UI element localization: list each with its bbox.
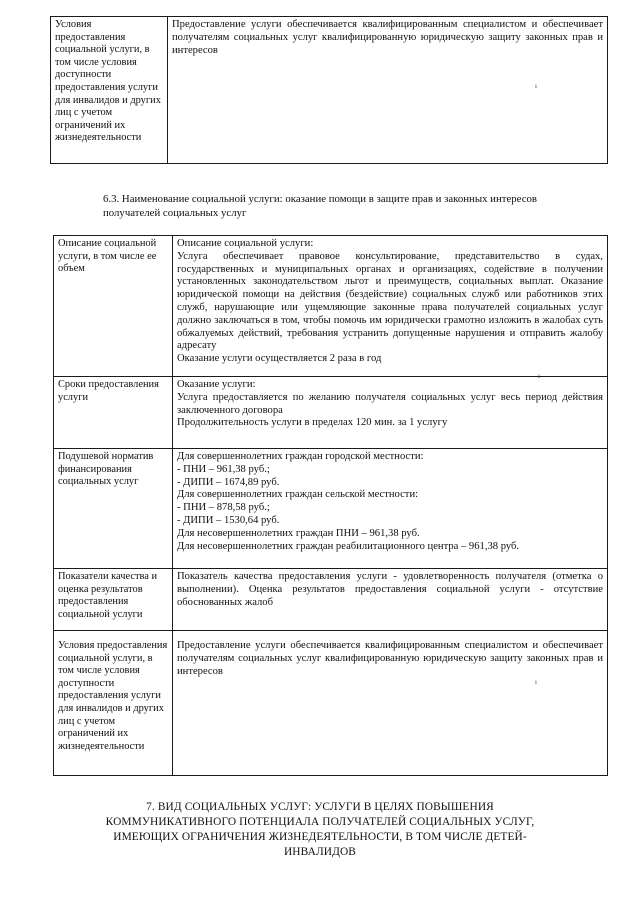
top-conditions-table [50,16,608,164]
financing-line: - ПНИ – 878,58 руб.; [177,502,270,514]
terms-value [173,377,608,449]
conditions-value [173,631,608,776]
table-row [54,631,608,776]
financing-value [173,449,608,569]
terms-label: Сроки предоставления услуги [54,377,173,449]
financing-line: Для совершеннолетних граждан городской местности: [177,451,424,462]
terms-line: Услуга предоставляется по желанию получателя социальных услуг весь период действия заключенного договора [177,391,603,416]
scan-speck: ı [535,82,537,90]
quality-label: Показатели качества и оценка результатов предоставления социальной услуги [54,569,173,631]
section-6-3-heading: 6.3. Наименование социальной услуги: оказание помощи в защите прав и законных интересов получателей социальных услуг [103,193,537,219]
table-row [54,236,608,377]
conditions-label: Условия предоставления социальной услуги, в том числе условия доступности предоставления услуги для инвалидов и других лиц с учетом ограничений их жизнедеятельности [54,631,173,776]
terms-line: Оказание услуги: [177,379,256,390]
financing-line: - ДИПИ – 1674,89 руб. [177,476,280,488]
description-line: Описание социальной услуги: [177,238,314,249]
description-line: Оказание услуги осуществляется 2 раза в год [177,353,382,365]
financing-line: Для совершеннолетних граждан сельской местности: [177,489,419,501]
table-row [54,377,608,449]
description-label: Описание социальной услуги, в том числе ее объем [54,236,173,377]
financing-line: - ДИПИ – 1530,64 руб. [177,514,280,526]
table-row [54,449,608,569]
description-value [173,236,608,377]
conditions-value: Предоставление услуги обеспечивается квалифицированным специалистом и обеспечивает получателям социальных услуг квалифицированную юридическую защиту законных прав и интересов [168,17,608,164]
terms-line: Продолжительность услуги в пределах 120 мин. за 1 услугу [177,417,448,429]
financing-label: Подушевой норматив финансирования социальных услуг [54,449,173,569]
quality-line: Показатель качества предоставления услуги - удовлетворенность получателя (отметка о выполнении). Оценка результатов предоставления социальной услуги - отсутствие обоснованных жалоб [177,571,603,608]
financing-line: Для несовершеннолетних граждан ПНИ – 961,38 руб. [177,527,420,539]
conditions-line: Предоставление услуги обеспечивается квалифицированным специалистом и обеспечивает получателям социальных услуг квалифицированную юридическую защиту законных прав и интересов [177,640,603,677]
scan-speck: ı [538,372,540,380]
financing-line: Для несовершеннолетних граждан реабилитационного центра – 961,38 руб. [177,540,520,552]
scan-speck: ı [535,678,537,686]
table-row [51,17,608,164]
service-6-3-table [53,235,608,776]
quality-value [173,569,608,631]
table-row [54,569,608,631]
section-7-heading: 7. ВИД СОЦИАЛЬНЫХ УСЛУГ: УСЛУГИ В ЦЕЛЯХ ПОВЫШЕНИЯ КОММУНИКАТИВНОГО ПОТЕНЦИАЛА ПОЛУЧАТЕЛЕЙ СОЦИАЛЬНЫХ УСЛУГ, ИМЕЮЩИХ ОГРАНИЧЕНИЯ ЖИЗНЕДЕЯТЕЛЬНОСТИ, В ТОМ ЧИСЛЕ ДЕТЕЙ-ИНВАЛИДОВ [105,801,535,858]
description-line: Услуга обеспечивает правовое консультирование, представительство в судах, государственных и муниципальных органах и организациях, содействие в получении установленных законодательством льгот и преимуществ, социальных выплат. Оказание юридической помощи на действия (бездействие) социальных служб или работников этих служб, нарушающие или ущемляющие законные права получателей социальных услуг должно заключаться в том, чтобы помочь им юридически грамотно изложить в жалобах суть обжалуемых действий, требования устранить допущенные нарушения и отправить жалобу адресату [177,250,603,352]
conditions-label: Условия предоставления социальной услуги, в том числе условия доступности предоставления услуги для инвалидов и других лиц с учетом ограничений их жизнедеятельности [51,17,168,164]
financing-line: - ПНИ – 961,38 руб.; [177,463,270,475]
